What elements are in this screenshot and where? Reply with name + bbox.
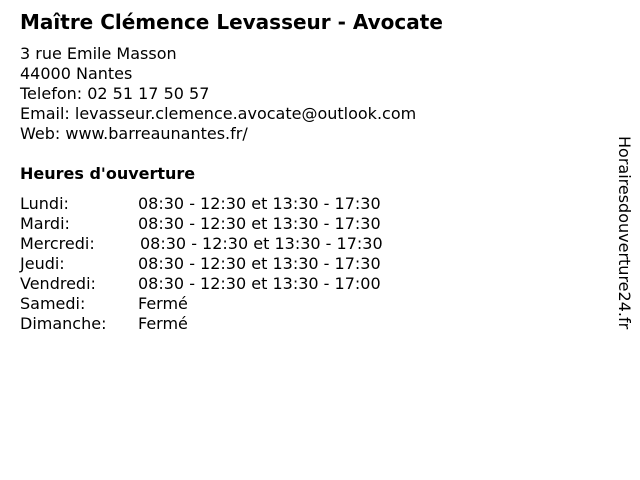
hours-row-jeudi (20, 254, 460, 274)
hours-day: Samedi: (20, 294, 86, 313)
hours-time: 08:30 - 12:30 et 13:30 - 17:30 (138, 214, 381, 233)
site-brand-watermark: Horairesdouverture24.fr (615, 136, 634, 330)
hours-day: Vendredi: (20, 274, 96, 293)
city-postal-code: 44000 Nantes (20, 64, 133, 83)
hours-row-mardi (20, 214, 460, 234)
website-address: Web: www.barreaunantes.fr/ (20, 124, 248, 143)
hours-time: 08:30 - 12:30 et 13:30 - 17:30 (140, 234, 383, 253)
address-block (20, 44, 416, 144)
hours-day: Mercredi: (20, 234, 95, 253)
hours-day: Mardi: (20, 214, 70, 233)
hours-time: 08:30 - 12:30 et 13:30 - 17:30 (138, 194, 381, 213)
opening-hours-list (20, 194, 460, 334)
hours-day: Jeudi: (20, 254, 65, 273)
hours-time: Fermé (138, 294, 188, 313)
hours-row-dimanche (20, 314, 460, 334)
hours-day: Lundi: (20, 194, 69, 213)
hours-row-mercredi (20, 234, 460, 254)
hours-time: 08:30 - 12:30 et 13:30 - 17:00 (138, 274, 381, 293)
hours-row-samedi (20, 294, 460, 314)
hours-row-vendredi (20, 274, 460, 294)
hours-time: 08:30 - 12:30 et 13:30 - 17:30 (138, 254, 381, 273)
hours-heading: Heures d'ouverture (20, 164, 196, 183)
page-title: Maître Clémence Levasseur - Avocate (20, 10, 443, 34)
phone-number: Telefon: 02 51 17 50 57 (20, 84, 210, 103)
hours-time: Fermé (138, 314, 188, 333)
email-address: Email: levasseur.clemence.avocate@outlook.com (20, 104, 417, 123)
hours-day: Dimanche: (20, 314, 107, 333)
hours-row-lundi (20, 194, 460, 214)
street-address: 3 rue Emile Masson (20, 44, 177, 63)
